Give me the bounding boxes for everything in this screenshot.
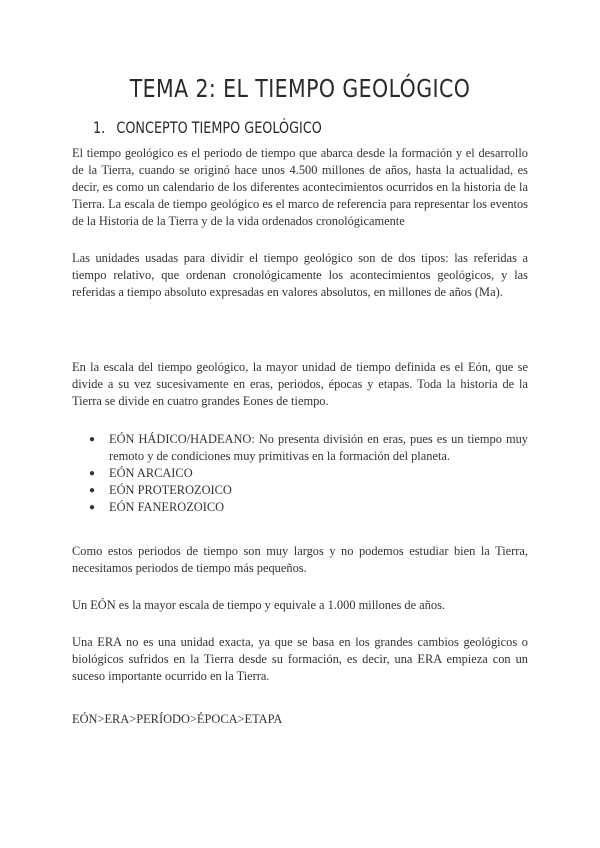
paragraph-era-definition: Una ERA no es una unidad exacta, ya que se basa en los grandes cambios geológicos o biológicos sufridos en la Tierra desde su formación, es decir, una ERA empieza con un suceso importante ocurrido en la Tierra. bbox=[72, 635, 528, 683]
eon-list bbox=[72, 431, 528, 516]
list-item-text: EÓN PROTEROZOICO bbox=[109, 483, 232, 497]
list-item bbox=[72, 431, 528, 465]
list-item bbox=[72, 482, 528, 499]
section-heading bbox=[93, 118, 322, 137]
list-item-text: EÓN FANEROZOICO bbox=[109, 500, 225, 514]
page-title: TEMA 2: EL TIEMPO GEOLÓGICO bbox=[129, 74, 471, 103]
section-title: CONCEPTO TIEMPO GEOLÓGICO bbox=[116, 118, 322, 137]
bullet-icon: ● bbox=[89, 434, 96, 445]
bullet-icon: ● bbox=[89, 485, 96, 496]
list-item-text: EÓN HÁDICO/HADEANO: No presenta división en eras, pues es un tiempo muy remoto y de condiciones muy primitivas en la formación del planeta. bbox=[109, 432, 528, 463]
list-item-text: EÓN ARCAICO bbox=[109, 466, 193, 480]
bullet-icon: ● bbox=[89, 468, 96, 479]
paragraph-smaller-periods: Como estos periodos de tiempo son muy largos y no podemos estudiar bien la Tierra, necesitamos periodos de tiempo más pequeños. bbox=[72, 544, 528, 575]
bullet-icon: ● bbox=[89, 502, 96, 513]
paragraph-eon-scale: En la escala del tiempo geológico, la mayor unidad de tiempo definida es el Eón, que se divide a su vez sucesivamente en eras, periodos, épocas y etapas. Toda la historia de la Tierra se divide en cuatro grandes Eones de tiempo. bbox=[72, 360, 528, 408]
hierarchy-line: EÓN>ERA>PERÍODO>ÉPOCA>ETAPA bbox=[72, 712, 283, 726]
paragraph-eon-definition: Un EÓN es la mayor escala de tiempo y equivale a 1.000 millones de años. bbox=[72, 598, 445, 612]
list-item bbox=[72, 499, 528, 516]
paragraph-definition: El tiempo geológico es el periodo de tiempo que abarca desde la formación y el desarrollo de la Tierra, cuando se originó hace unos 4.500 millones de años, hasta la actualidad, es decir, es como un calendario de los diferentes acontecimientos ocurridos en la historia de la Tierra. La escala de tiempo geológico es el marco de referencia para representar los eventos de la Historia de la Tierra y de la vida ordenados cronológicamente bbox=[72, 146, 528, 228]
section-number: 1. bbox=[93, 118, 106, 137]
paragraph-units: Las unidades usadas para dividir el tiempo geológico son de dos tipos: las referidas a tiempo relativo, que ordenan cronológicamente los acontecimientos geológicos, y las referidas a tiempo absoluto expresadas en valores absolutos, en millones de años (Ma). bbox=[72, 251, 528, 299]
list-item bbox=[72, 465, 528, 482]
